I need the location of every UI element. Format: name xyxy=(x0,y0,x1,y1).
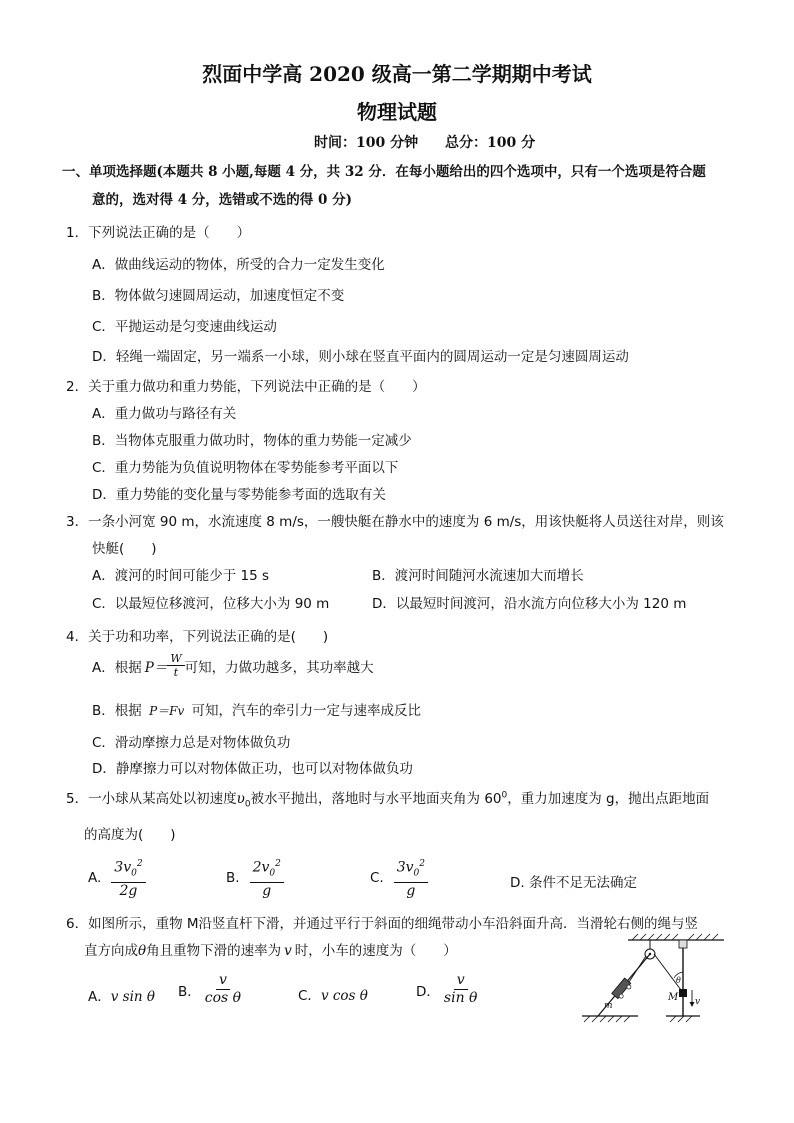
q5-stem-post: ，重力加速度为 g，抛出点距地面 xyxy=(507,791,710,807)
q6-option-b-label: B． xyxy=(178,983,201,1000)
q2-stem: 2．关于重力做功和重力势能，下列说法中正确的是（ ） xyxy=(66,379,426,395)
q6-stem-post: 时，小车的速度为（ ） xyxy=(294,943,457,959)
q6-pulley-figure xyxy=(578,932,728,1024)
q5-option-c xyxy=(370,856,428,900)
fraction-numerator: $2v_0^2$ xyxy=(250,856,284,883)
label-v: v xyxy=(695,997,701,1007)
q3-stem-line1: 3．一条小河宽 90 m，水流速度 8 m/s，一艘快艇在静水中的速度为 6 m/s，用该快艇将人员送往对岸，则该 xyxy=(66,514,724,530)
q6-option-b-fraction xyxy=(205,972,241,1007)
fraction-denominator: g xyxy=(262,883,272,900)
q6-option-c-expr: v cos θ xyxy=(320,988,368,1004)
fraction-denominator: 2g xyxy=(119,883,138,900)
label-theta: θ xyxy=(676,976,681,985)
q6-stem-prefix: 直方向成 xyxy=(84,943,138,959)
q5-stem-line1 xyxy=(66,787,709,810)
fraction-numerator: v xyxy=(216,972,230,990)
q6-option-d-fraction xyxy=(444,972,478,1007)
q4-option-a xyxy=(92,652,374,679)
q4-option-b-formula: P＝Fv xyxy=(149,704,185,718)
fraction-denominator: sin θ xyxy=(443,990,478,1006)
score-label: 总分：100 分 xyxy=(445,135,536,151)
q4-option-b-text: 可知，汽车的牵引力一定与速率成反比 xyxy=(191,703,422,719)
q6-option-b xyxy=(178,972,241,1007)
q3-stem-line2: 快艇( ) xyxy=(92,541,157,557)
q4-formula-lhs: P＝ xyxy=(144,659,168,676)
q2-option-c: C．重力势能为负值说明物体在零势能参考平面以下 xyxy=(92,460,399,476)
ceiling-hatch xyxy=(632,934,718,940)
q5-option-a-label: A. xyxy=(88,870,102,887)
q4-option-a-text: 可知，力做功越多，其功率越大 xyxy=(184,659,374,676)
q3-option-d: D．以最短时间渡河，沿水流方向位移大小为 120 m xyxy=(372,596,687,612)
q6-v: v xyxy=(284,943,292,959)
velocity-arrowhead xyxy=(690,1002,695,1007)
q5-option-a xyxy=(88,856,146,900)
label-m: m xyxy=(604,1001,613,1011)
fraction-numerator: $3v_0^2$ xyxy=(111,856,145,883)
q5-option-b-fraction xyxy=(250,856,284,900)
q5-option-c-fraction xyxy=(394,856,428,900)
q5-option-b xyxy=(226,856,284,900)
q2-option-b: B．当物体克服重力做功时，物体的重力势能一定减少 xyxy=(92,433,412,449)
q3-option-c: C．以最短位移渡河，位移大小为 90 m xyxy=(92,596,330,612)
q1-option-a: A．做曲线运动的物体，所受的合力一定发生变化 xyxy=(92,257,385,273)
q6-option-a-label: A． xyxy=(88,989,111,1005)
ground-hatch xyxy=(584,1016,692,1022)
rope-left xyxy=(629,956,646,982)
q4-option-d: D．静摩擦力可以对物体做正功，也可以对物体做负功 xyxy=(92,761,413,777)
fraction-denominator: g xyxy=(406,883,416,900)
q4-power-fraction xyxy=(167,652,184,679)
q1-option-c: C．平抛运动是匀变速曲线运动 xyxy=(92,319,277,335)
section-heading-line1: 一、单项选择题(本题共 8 小题,每题 4 分，共 32 分．在每小题给出的四个选项中，只有一个选项是符合题 xyxy=(62,164,706,180)
q4-option-b-prefix: B．根据 xyxy=(92,703,142,719)
q5-option-a-fraction xyxy=(111,856,145,900)
q4-stem: 4．关于功和功率，下列说法正确的是( ) xyxy=(66,629,329,645)
q3-option-b: B．渡河时间随河水流速加大而增长 xyxy=(372,568,584,584)
q5-option-b-label: B. xyxy=(226,870,240,887)
q6-stem-line2 xyxy=(84,939,457,959)
fraction-numerator: $3v_0^2$ xyxy=(394,856,428,883)
fraction-numerator: W xyxy=(167,652,184,666)
q4-option-b xyxy=(92,699,421,719)
q5-option-c-label: C. xyxy=(370,870,384,887)
fraction-denominator: cos θ xyxy=(204,990,242,1006)
q6-option-a-expr: v sin θ xyxy=(110,989,156,1005)
exam-title: 烈面中学高 2020 级高一第二学期期中考试 xyxy=(202,62,592,86)
q5-option-d: D. 条件不足无法确定 xyxy=(510,875,637,891)
fraction-denominator: t xyxy=(173,666,179,679)
q6-option-c xyxy=(298,984,368,1004)
section-heading-line2: 意的，选对得 4 分，选错或不选的得 0 分) xyxy=(92,192,352,208)
rod-support xyxy=(679,940,687,948)
q5-stem-prefix: 5．一小球从某高处以初速度 xyxy=(66,791,237,807)
exam-subtitle: 物理试题 xyxy=(357,100,437,124)
q1-option-b: B．物体做匀速圆周运动，加速度恒定不变 xyxy=(92,288,345,304)
label-M: M xyxy=(668,992,679,1003)
q6-theta: θ xyxy=(138,943,147,959)
q2-option-d: D．重力势能的变化量与零势能参考面的选取有关 xyxy=(92,487,386,503)
q6-option-c-label: C． xyxy=(298,988,321,1004)
q5-stem-line2: 的高度为( ) xyxy=(84,827,176,843)
q1-option-d: D．轻绳一端固定，另一端系一小球，则小球在竖直平面内的圆周运动一定是匀速圆周运动 xyxy=(92,349,629,365)
q5-degree: 0 xyxy=(501,790,508,801)
fraction-numerator: v xyxy=(454,972,468,990)
time-label: 时间：100 分钟 xyxy=(314,135,419,151)
q5-stem-mid: 被水平抛出，落地时与水平地面夹角为 60 xyxy=(250,791,502,807)
q5-v0-subscript: 0 xyxy=(244,799,251,810)
weight-M xyxy=(679,989,687,997)
q4-option-c: C．滑动摩擦力总是对物体做负功 xyxy=(92,735,291,751)
q6-option-d-label: D． xyxy=(416,983,440,1000)
q1-stem: 1．下列说法正确的是（ ） xyxy=(66,225,251,241)
q2-option-a: A．重力做功与路径有关 xyxy=(92,406,237,422)
q4-option-a-prefix: A．根据 xyxy=(92,659,142,676)
q6-option-a xyxy=(88,985,155,1005)
q6-stem-line1: 6．如图所示，重物 M沿竖直杆下滑，并通过平行于斜面的细绳带动小车沿斜面升高．当滑轮右侧的绳与竖 xyxy=(66,916,699,932)
q6-option-d xyxy=(416,972,477,1007)
q6-stem-mid: 角且重物下滑的速率为 xyxy=(146,943,282,959)
q5-v0: υ xyxy=(236,791,245,807)
q3-option-a: A．渡河的时间可能少于 15 s xyxy=(92,568,270,584)
